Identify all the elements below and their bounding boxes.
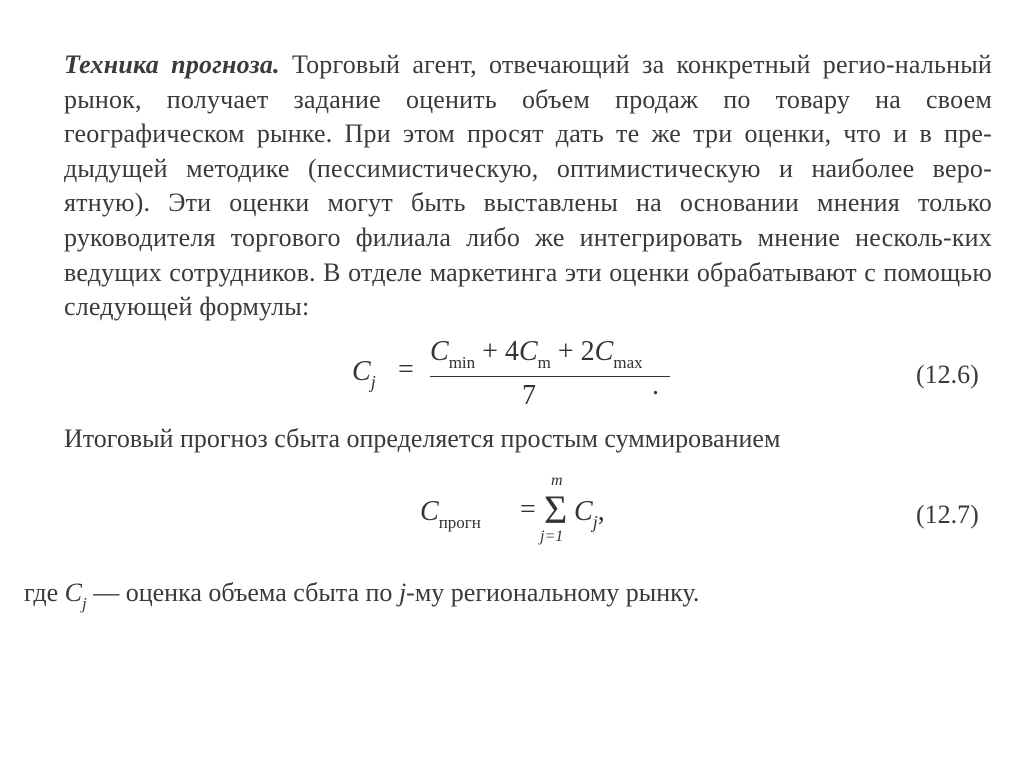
formula1-denominator: 7 <box>522 380 536 411</box>
formula2-upper-limit: m <box>551 472 563 489</box>
formula2-lhs: $C_{прогн}$ <box>420 496 481 532</box>
formula2-equals: = <box>520 494 536 525</box>
formula1-lhs: $C_j$ <box>352 356 376 392</box>
formula-12-7 <box>420 472 640 552</box>
formula2-sigma: Σ <box>544 487 568 532</box>
paragraph-summation: Итоговый прогноз сбыта определяется простым суммированием <box>64 424 781 453</box>
formula1-equals: = <box>398 354 414 385</box>
formula-12-6 <box>352 336 682 416</box>
equation-number-12-7: (12.7) <box>916 500 979 529</box>
paragraph-body: Торговый агент, отвечающий за конкретный регио-нальный рынок, получает задание оценить объем продаж по товару на своем географическом рынке. При этом просят дать те же три оценки, что и в пре-дыдущей методике (пессимистическую, оптимистическую и наиболее веро-ятную). Эти оценки могут быть выставлены на основании мнения только руководителя торгового филиала либо же интегрировать мнение несколь-ких ведущих сотрудников. В отделе маркетинга эти оценки обрабатывают с помощью следующей формулы: <box>64 50 992 322</box>
paragraph-lead: Техника прогноза. <box>64 50 280 79</box>
paragraph-technique <box>64 48 992 325</box>
formula1-fraction-line <box>430 376 670 377</box>
paragraph-where: где $C_j$ — оценка объема сбыта по j-му региональному рынку. <box>24 578 700 613</box>
formula2-rhs: $C_j$, <box>574 496 605 532</box>
formula2-lower-limit: j=1 <box>540 528 564 545</box>
formula1-numerator: $C_{min} + 4C_m + 2C_{max}$ <box>430 336 643 372</box>
formula1-period: . <box>652 370 659 401</box>
equation-number-12-6: (12.6) <box>916 360 979 389</box>
